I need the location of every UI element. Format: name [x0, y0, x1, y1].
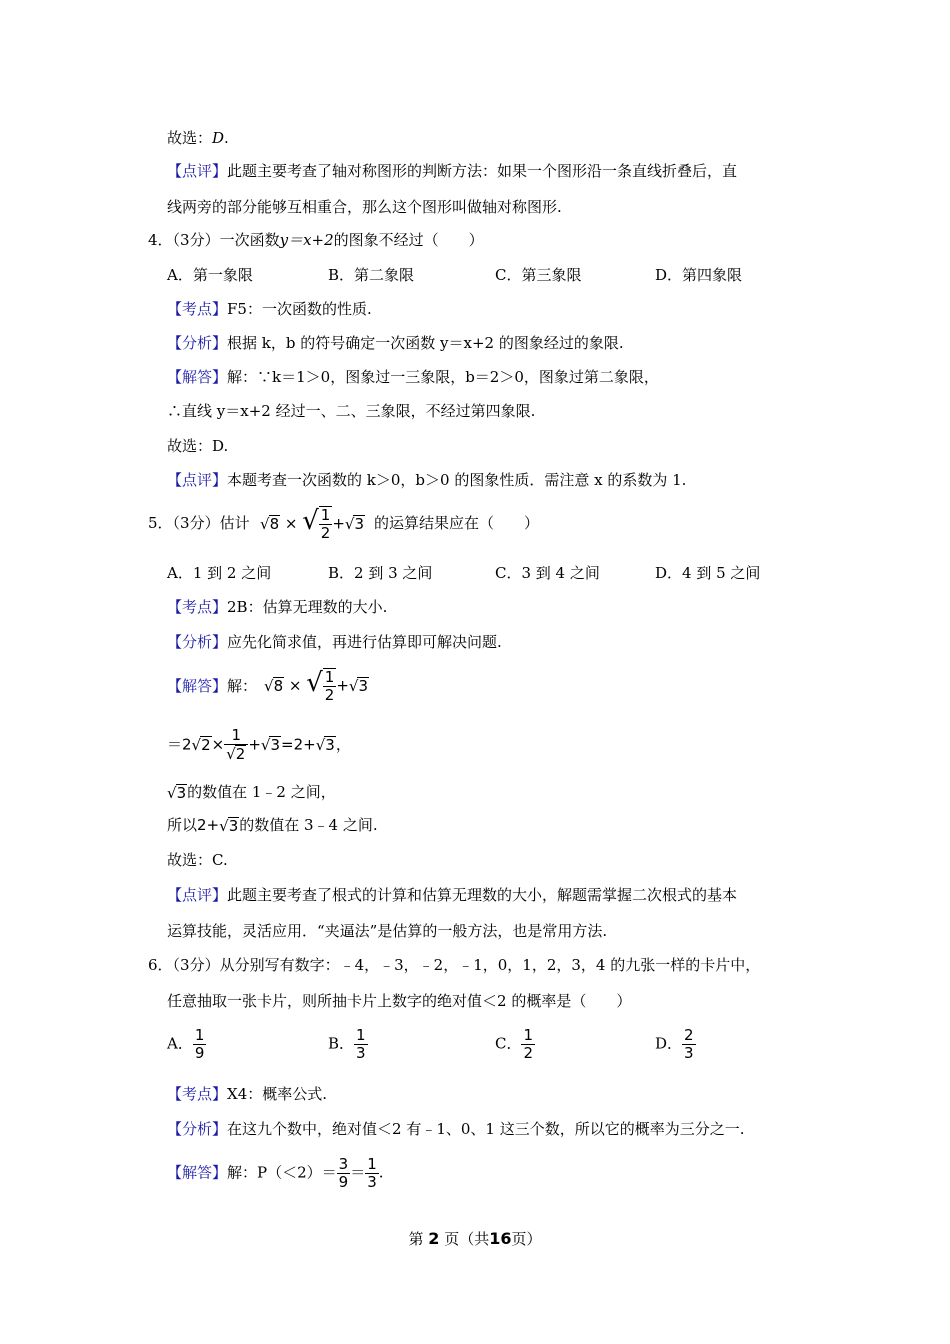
q5-step3: √3的数值在 1﹣2 之间，	[167, 783, 336, 802]
q6-stem-line1: 6．（3分）从分别写有数字：﹣4，﹣3，﹣2，﹣1，0，1，2，3，4 的九张一样的卡片中，	[148, 956, 761, 974]
q3-choice: 故选：D.	[167, 129, 229, 147]
q5-jieda: 【解答】解：	[167, 677, 258, 695]
q5-jieda-expression: √8 × √ $\frac{1}{2}$ +√3	[264, 667, 369, 704]
q6-stem-line2: 任意抽取一张卡片，则所抽卡片上数字的绝对值＜2 的概率是（ ）	[167, 992, 632, 1010]
q6-kaodian: 【考点】X4：概率公式.	[167, 1085, 328, 1103]
q6-option-c: C． $\frac{1}{2}$	[495, 1026, 534, 1062]
q5-option-b: B．2 到 3 之间	[328, 564, 433, 582]
q5-option-a: A．1 到 2 之间	[167, 564, 272, 582]
q5-stem-end: 的运算结果应在（ ）	[374, 514, 540, 532]
q3-review-line2: 线两旁的部分能够互相重合，那么这个图形叫做轴对称图形.	[167, 198, 562, 216]
q5-option-d: D．4 到 5 之间	[655, 564, 761, 582]
q5-choice: 故选：C.	[167, 851, 228, 869]
q4-option-a: A．第一象限	[167, 266, 253, 284]
q6-option-a: A． $\frac{1}{9}$	[167, 1026, 205, 1062]
q5-stem-expression: √8 × √ $\frac{1}{2}$ +√3	[260, 505, 365, 542]
q4-stem: 4．（3分）一次函数y＝x+2的图象不经过（ ）	[148, 231, 484, 249]
q4-option-d: D．第四象限	[655, 266, 743, 284]
page-total: 16	[489, 1229, 512, 1248]
review-tag: 【点评】	[167, 162, 228, 180]
q5-step4: 所以2+√3的数值在 3﹣4 之间.	[167, 816, 378, 835]
q6-option-b: B． $\frac{1}{3}$	[328, 1026, 366, 1062]
q4-kaodian: 【考点】F5：一次函数的性质.	[167, 300, 372, 318]
q6-jieda: 【解答】解：P（＜2）＝ $\frac{3}{9}$ ＝ $\frac{1}{3}$ .	[167, 1155, 384, 1191]
q4-option-c: C．第三象限	[495, 266, 582, 284]
q5-option-c: C．3 到 4 之间	[495, 564, 600, 582]
q6-fenxi: 【分析】在这九个数中，绝对值＜2 有﹣1、0、1 这三个数，所以它的概率为三分之一.	[167, 1120, 745, 1138]
q4-choice: 故选：D.	[167, 437, 229, 455]
q4-jieda-line2: ∴直线 y＝x+2 经过一、二、三象限，不经过第四象限.	[167, 402, 536, 420]
q4-review: 【点评】本题考查一次函数的 k＞0，b＞0 的图象性质．需注意 x 的系数为 1.	[167, 471, 687, 489]
q5-kaodian: 【考点】2B：估算无理数的大小.	[167, 598, 388, 616]
q4-fenxi: 【分析】根据 k，b 的符号确定一次函数 y＝x+2 的图象经过的象限.	[167, 334, 624, 352]
q4-option-b: B．第二象限	[328, 266, 415, 284]
page-footer: 第 2 页（共16页）	[408, 1229, 542, 1248]
q5-review-line2: 运算技能，灵活应用．“夹逼法”是估算的一般方法，也是常用方法.	[167, 922, 608, 940]
q5-fenxi: 【分析】应先化简求值，再进行估算即可解决问题.	[167, 633, 502, 651]
q3-review-line1: 【点评】此题主要考查了轴对称图形的判断方法：如果一个图形沿一条直线折叠后，直	[167, 162, 738, 180]
q5-step2: ＝2√2× $\frac{1}{√2}$ +√3=2+√3，	[167, 726, 351, 763]
q6-option-d: D． $\frac{2}{3}$	[655, 1026, 694, 1062]
q5-review-line1: 【点评】此题主要考查了根式的计算和估算无理数的大小，解题需掌握二次根式的基本	[167, 886, 738, 904]
q5-stem: 5．（3分）估计	[148, 514, 250, 532]
q4-jieda-line1: 【解答】解：∵k＝1＞0，图象过一三象限，b＝2＞0，图象过第二象限，	[167, 368, 659, 386]
page-number: 2	[428, 1229, 440, 1248]
